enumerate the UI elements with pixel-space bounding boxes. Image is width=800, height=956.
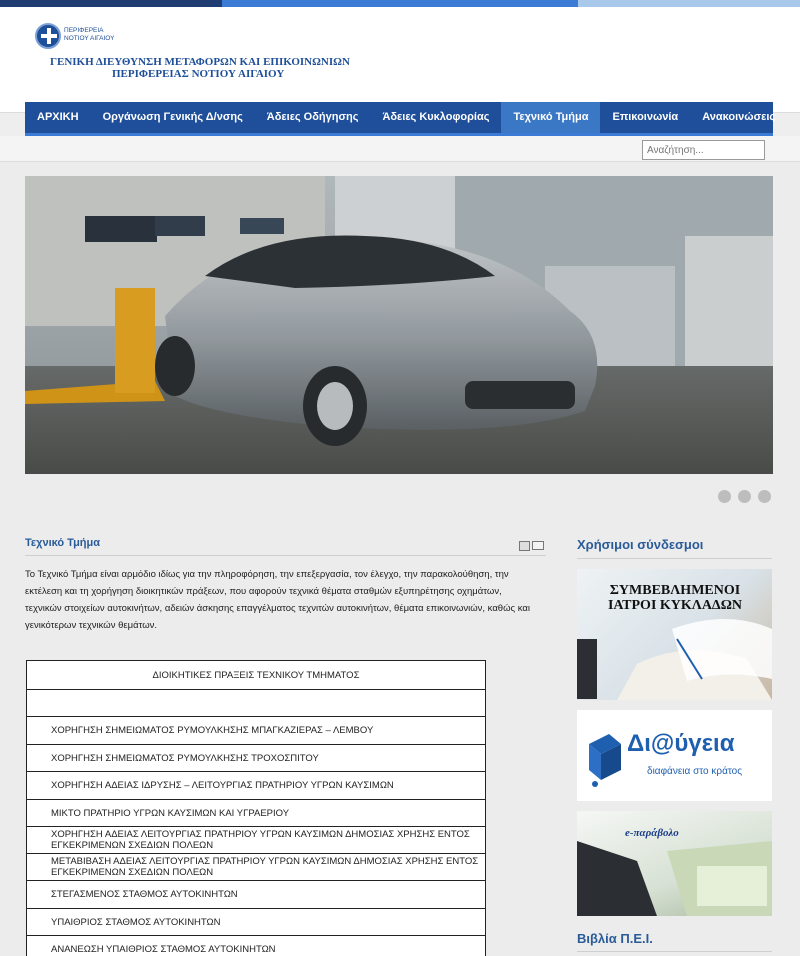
nav-item-contact[interactable]: Επικοινωνία bbox=[612, 111, 679, 123]
table-row[interactable]: ΜΕΤΑΒΙΒΑΣΗ ΑΔΕΙΑΣ ΛΕΙΤΟΥΡΓΙΑΣ ΠΡΑΤΗΡΙΟΥ ΥΓΡΩΝ ΚΑΥΣΙΜΩΝ ΔΗΜΟΣΙΑΣ ΧΡΗΣΗΣ ΕΝΤΟΣ ΕΓΚΕΚΡΙΜΕΝΩΝ ΣΧΕΔΙΩΝ ΠΟΛΕΩΝ bbox=[27, 854, 486, 881]
table-row[interactable]: ΧΟΡΗΓΗΣΗ ΑΔΕΙΑΣ ΙΔΡΥΣΗΣ – ΛΕΙΤΟΥΡΓΙΑΣ ΠΡΑΤΗΡΙΟΥ ΥΓΡΩΝ ΚΑΥΣΙΜΩΝ bbox=[27, 772, 486, 800]
pei-books-title: Βιβλία Π.Ε.Ι. bbox=[577, 931, 653, 946]
table-header: ΔΙΟΙΚΗΤΙΚΕΣ ΠΡΑΞΕΙΣ ΤΕΧΝΙΚΟΥ ΤΜΗΜΑΤΟΣ bbox=[27, 661, 486, 690]
banner-e-paravolo[interactable] bbox=[577, 811, 772, 916]
table-row-empty bbox=[27, 690, 486, 717]
nav-item-announcements[interactable]: Ανακοινώσεις bbox=[702, 111, 776, 123]
nav-item-technical-department[interactable]: Τεχνικό Τμήμα bbox=[501, 102, 600, 133]
hero-photo-graphic bbox=[25, 176, 773, 474]
logo-caption: ΠΕΡΙΦΕΡΕΙΑ ΝΟΤΙΟΥ ΑΙΓΑΙΟΥ bbox=[64, 27, 115, 42]
slider-dot-3[interactable] bbox=[758, 490, 771, 503]
nav-item-organization[interactable]: Οργάνωση Γενικής Δ/νσης bbox=[102, 111, 243, 123]
top-color-strip bbox=[0, 0, 800, 7]
e-paravolo-label: e-παράβολο bbox=[625, 827, 679, 839]
top-strip-light bbox=[578, 0, 800, 7]
title-divider bbox=[25, 555, 546, 556]
sidebar-divider bbox=[577, 558, 772, 559]
org-title-line1: ΓΕΝΙΚΗ ΔΙΕΥΘΥΝΣΗ ΜΕΤΑΦΟΡΩΝ ΚΑΙ ΕΠΙΚΟΙΝΩΝΙΩΝ bbox=[50, 56, 350, 68]
useful-links-title: Χρήσιμοι σύνδεσμοι bbox=[577, 537, 704, 552]
intro-paragraph: Το Τεχνικό Τμήμα είναι αρμόδιο ιδίως για την πληροφόρηση, την επεξεργασία, τον έλεγχο, την παρακολούθηση, την εκτέλεση και τη χορήγηση διοικητικών πράξεων, που αφορούν τεχνικά θέματα σταθμών εξυπηρέτησης οχημάτων, τεχνικών στοιχείων αυτοκινήτων, αδειών άσκησης επαγγέλματος τεχνιτών αυτοκινήτων, θέματα επικοινωνιών, καθώς και γενικότερων τεχνικών θεμάτων. bbox=[25, 569, 530, 631]
search-input[interactable] bbox=[642, 140, 765, 160]
table-row[interactable]: ΣΤΕΓΑΣΜΕΝΟΣ ΣΤΑΘΜΟΣ ΑΥΤΟΚΙΝΗΤΩΝ bbox=[27, 881, 486, 909]
doctor-illustration bbox=[577, 569, 772, 700]
region-logo-icon[interactable] bbox=[35, 23, 61, 49]
main-nav bbox=[25, 102, 776, 136]
org-title-line2: ΠΕΡΙΦΕΡΕΙΑΣ ΝΟΤΙΟΥ ΑΙΓΑΙΟΥ bbox=[112, 68, 285, 80]
administrative-acts-table bbox=[26, 660, 486, 956]
banner-contracted-doctors-text: ΣΥΜΒΕΒΛΗΜΕΝΟΙ ΙΑΤΡΟΙ ΚΥΚΛΑΔΩΝ bbox=[607, 583, 743, 613]
banner-contracted-doctors[interactable] bbox=[577, 569, 772, 700]
diavgeia-box-icon bbox=[585, 730, 625, 790]
print-icon[interactable] bbox=[519, 541, 530, 551]
nav-item-vehicle-licenses[interactable]: Άδειες Κυκλοφορίας bbox=[382, 111, 490, 123]
table-row[interactable]: ΑΝΑΝΕΩΣΗ ΥΠΑΙΘΡΙΟΣ ΣΤΑΘΜΟΣ ΑΥΤΟΚΙΝΗΤΩΝ bbox=[27, 936, 486, 956]
page-title: Τεχνικό Τμήμα bbox=[25, 537, 101, 549]
diavgeia-brand: Δι@ύγεια bbox=[627, 730, 735, 757]
nav-item-driving-licenses[interactable]: Άδειες Οδήγησης bbox=[266, 111, 359, 123]
sidebar-divider-2 bbox=[577, 951, 772, 952]
table-row[interactable]: ΥΠΑΙΘΡΙΟΣ ΣΤΑΘΜΟΣ ΑΥΤΟΚΙΝΗΤΩΝ bbox=[27, 909, 486, 936]
site-header bbox=[0, 7, 800, 112]
email-icon[interactable] bbox=[532, 541, 544, 550]
table-row[interactable]: ΧΟΡΗΓΗΣΗ ΣΗΜΕΙΩΜΑΤΟΣ ΡΥΜΟΥΛΚΗΣΗΣ ΜΠΑΓΚΑΖΙΕΡΑΣ – ΛΕΜΒΟΥ bbox=[27, 717, 486, 745]
table-row[interactable]: ΧΟΡΗΓΗΣΗ ΣΗΜΕΙΩΜΑΤΟΣ ΡΥΜΟΥΛΚΗΣΗΣ ΤΡΟΧΟΣΠΙΤΟΥ bbox=[27, 745, 486, 772]
table-row[interactable]: ΜΙΚΤΟ ΠΡΑΤΗΡΙΟ ΥΓΡΩΝ ΚΑΥΣΙΜΩΝ ΚΑΙ ΥΓΡΑΕΡΙΟΥ bbox=[27, 800, 486, 827]
top-strip-dark bbox=[0, 0, 222, 7]
top-strip-mid bbox=[222, 0, 578, 7]
hero-slider-image[interactable] bbox=[25, 176, 773, 474]
nav-item-home[interactable]: ΑΡΧΙΚΗ bbox=[37, 111, 79, 123]
slider-dot-2[interactable] bbox=[738, 490, 751, 503]
slider-dot-1[interactable] bbox=[718, 490, 731, 503]
slider-dots bbox=[718, 490, 771, 503]
diavgeia-tagline: διαφάνεια στο κράτος bbox=[647, 766, 743, 777]
table-row[interactable]: ΧΟΡΗΓΗΣΗ ΑΔΕΙΑΣ ΛΕΙΤΟΥΡΓΙΑΣ ΠΡΑΤΗΡΙΟΥ ΥΓΡΩΝ ΚΑΥΣΙΜΩΝ ΔΗΜΟΣΙΑΣ ΧΡΗΣΗΣ ΕΝΤΟΣ ΕΓΚΕΚΡΙΜΕΝΩΝ ΣΧΕΔΙΩΝ ΠΟΛΕΩΝ bbox=[27, 827, 486, 854]
banner-diavgeia[interactable] bbox=[577, 710, 772, 801]
